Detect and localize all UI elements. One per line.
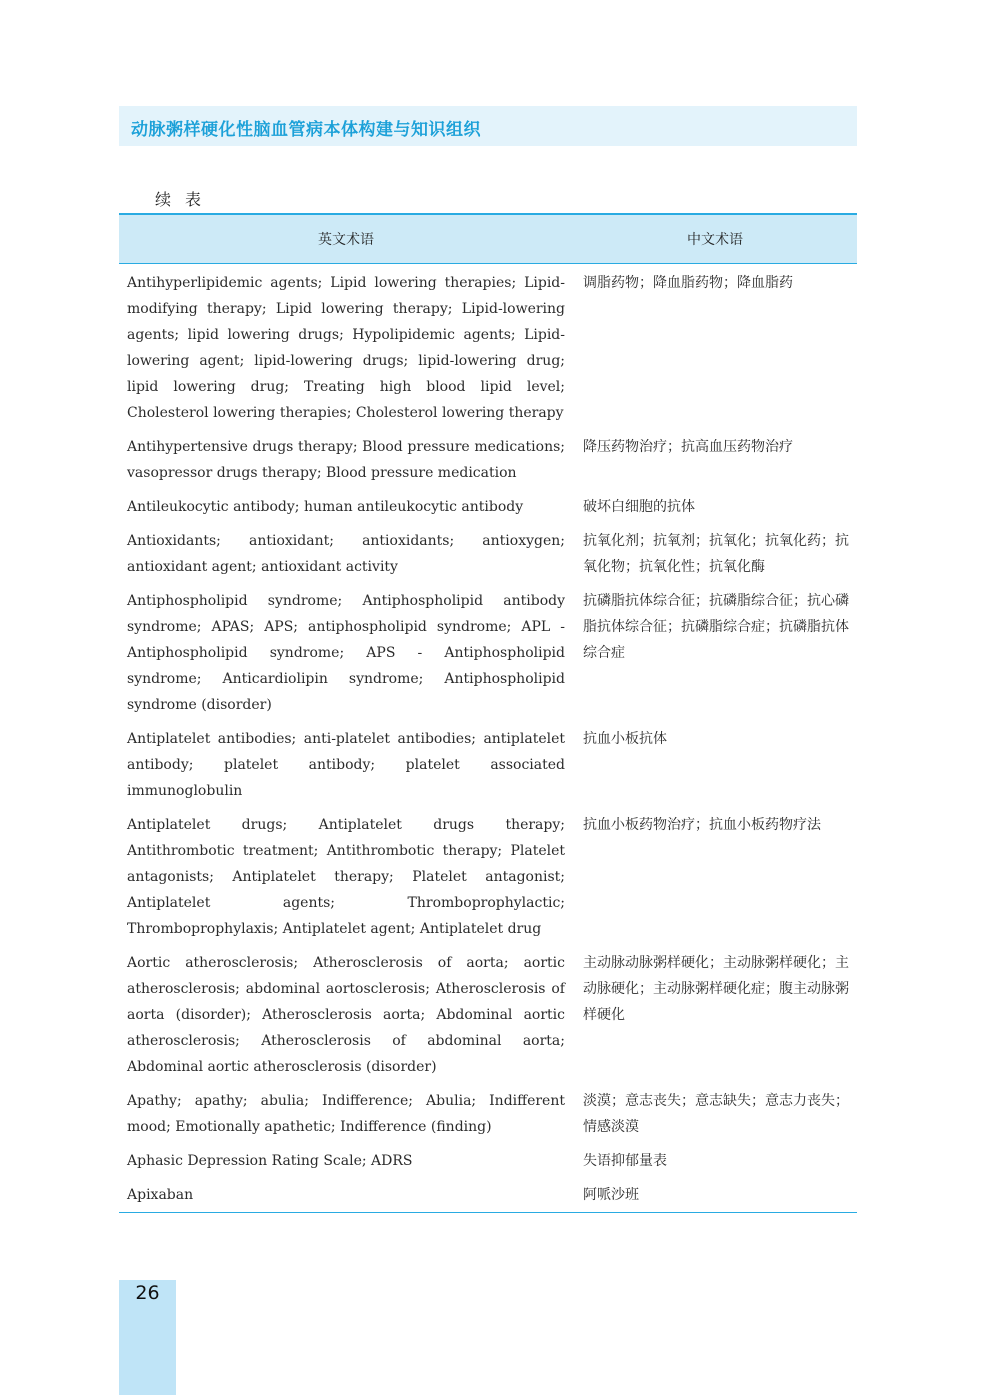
english-term-cell: Antiplatelet antibodies; anti-platelet antibodies; antiplatelet antibody; platelet antibody; platelet associated immunoglobulin <box>127 731 565 799</box>
table-row <box>119 1177 857 1213</box>
english-term-cell: Antiplatelet drugs; Antiplatelet drugs therapy; Antithrombotic treatment; Antithrombotic therapy; Platelet antagonists; Antiplatelet therapy; Platelet antagonist; Antiplatelet agents; Thromboprophylactic; Thromboprophylaxis; Antiplatelet agent; Antiplatelet drug <box>127 817 565 937</box>
english-term-cell: Aortic atherosclerosis; Atherosclerosis of aorta; aortic atherosclerosis; abdominal aortosclerosis; Atherosclerosis of aorta (disorder); Atherosclerosis aorta; Abdominal aortic atherosclerosis; Atherosclerosis of abdominal aorta; Abdominal aortic atherosclerosis (disorder) <box>127 955 565 1075</box>
table-row <box>119 583 857 721</box>
table-row <box>119 945 857 1083</box>
english-term-cell: Antihyperlipidemic agents; Lipid lowering therapies; Lipid-modifying therapy; Lipid lowering therapy; Lipid-lowering agents; lipid lowering drugs; Hypolipidemic agents; Lipid-lowering agent; lipid-lowering drugs; lipid-lowering drug; lipid lowering drug; Treating high blood lipid level; Cholesterol lowering therapies; Cholesterol lowering therapy <box>127 275 565 421</box>
table-row <box>119 523 857 583</box>
table-row <box>119 1143 857 1177</box>
english-term-cell: Antihypertensive drugs therapy; Blood pressure medications; vasopressor drugs therapy; Blood pressure medication <box>127 439 565 481</box>
chinese-term-cell: 抗血小板抗体 <box>583 731 667 747</box>
page-number-tab <box>119 1280 176 1395</box>
chinese-term-cell: 阿哌沙班 <box>573 1177 857 1213</box>
chinese-term-cell: 破坏白细胞的抗体 <box>583 499 695 515</box>
chinese-term-cell: 抗磷脂抗体综合征；抗磷脂综合征；抗心磷脂抗体综合征；抗磷脂综合症；抗磷脂抗体综合症 <box>583 593 849 661</box>
chinese-term-cell: 抗血小板药物治疗；抗血小板药物疗法 <box>583 817 821 833</box>
chinese-term-cell: 降压药物治疗；抗高血压药物治疗 <box>583 439 793 455</box>
english-term-cell: Apixaban <box>119 1177 573 1213</box>
column-header-english: 英文术语 <box>119 214 573 264</box>
chinese-term-cell: 失语抑郁量表 <box>583 1153 667 1169</box>
table-row <box>119 429 857 489</box>
terminology-table-container <box>119 213 857 1213</box>
table-row <box>119 807 857 945</box>
english-term-cell: Apathy; apathy; abulia; Indifference; Abulia; Indifferent mood; Emotionally apathetic; Indifference (finding) <box>127 1093 565 1135</box>
continued-table-label: 续表 <box>155 190 216 209</box>
table-row <box>119 721 857 807</box>
chinese-term-cell: 抗氧化剂；抗氧剂；抗氧化；抗氧化药；抗氧化物；抗氧化性；抗氧化酶 <box>583 533 849 575</box>
column-header-chinese: 中文术语 <box>573 214 857 264</box>
table-header-row <box>119 214 857 264</box>
table-row <box>119 489 857 523</box>
table-row <box>119 264 857 430</box>
terminology-table <box>119 213 857 1213</box>
table-row <box>119 1083 857 1143</box>
chinese-term-cell: 主动脉动脉粥样硬化；主动脉粥样硬化；主动脉硬化；主动脉粥样硬化症；腹主动脉粥样硬化 <box>583 955 849 1023</box>
english-term-cell: Antioxidants; antioxidant; antioxidants; antioxygen; antioxidant agent; antioxidant activity <box>127 533 565 575</box>
english-term-cell: Antiphospholipid syndrome; Antiphospholipid antibody syndrome; APAS; APS; antiphospholipid syndrome; APL - Antiphospholipid syndrome; APS - Antiphospholipid syndrome; Anticardiolipin syndrome; Antiphospholipid syndrome (disorder) <box>127 593 565 713</box>
english-term-cell: Antileukocytic antibody; human antileukocytic antibody <box>127 499 524 515</box>
english-term-cell: Aphasic Depression Rating Scale; ADRS <box>127 1153 413 1169</box>
book-title: 动脉粥样硬化性脑血管病本体构建与知识组织 <box>131 120 481 140</box>
running-header <box>119 106 857 146</box>
chinese-term-cell: 调脂药物；降血脂药物；降血脂药 <box>583 275 793 291</box>
chinese-term-cell: 淡漠；意志丧失；意志缺失；意志力丧失；情感淡漠 <box>583 1093 849 1135</box>
page-number: 26 <box>135 1282 160 1304</box>
